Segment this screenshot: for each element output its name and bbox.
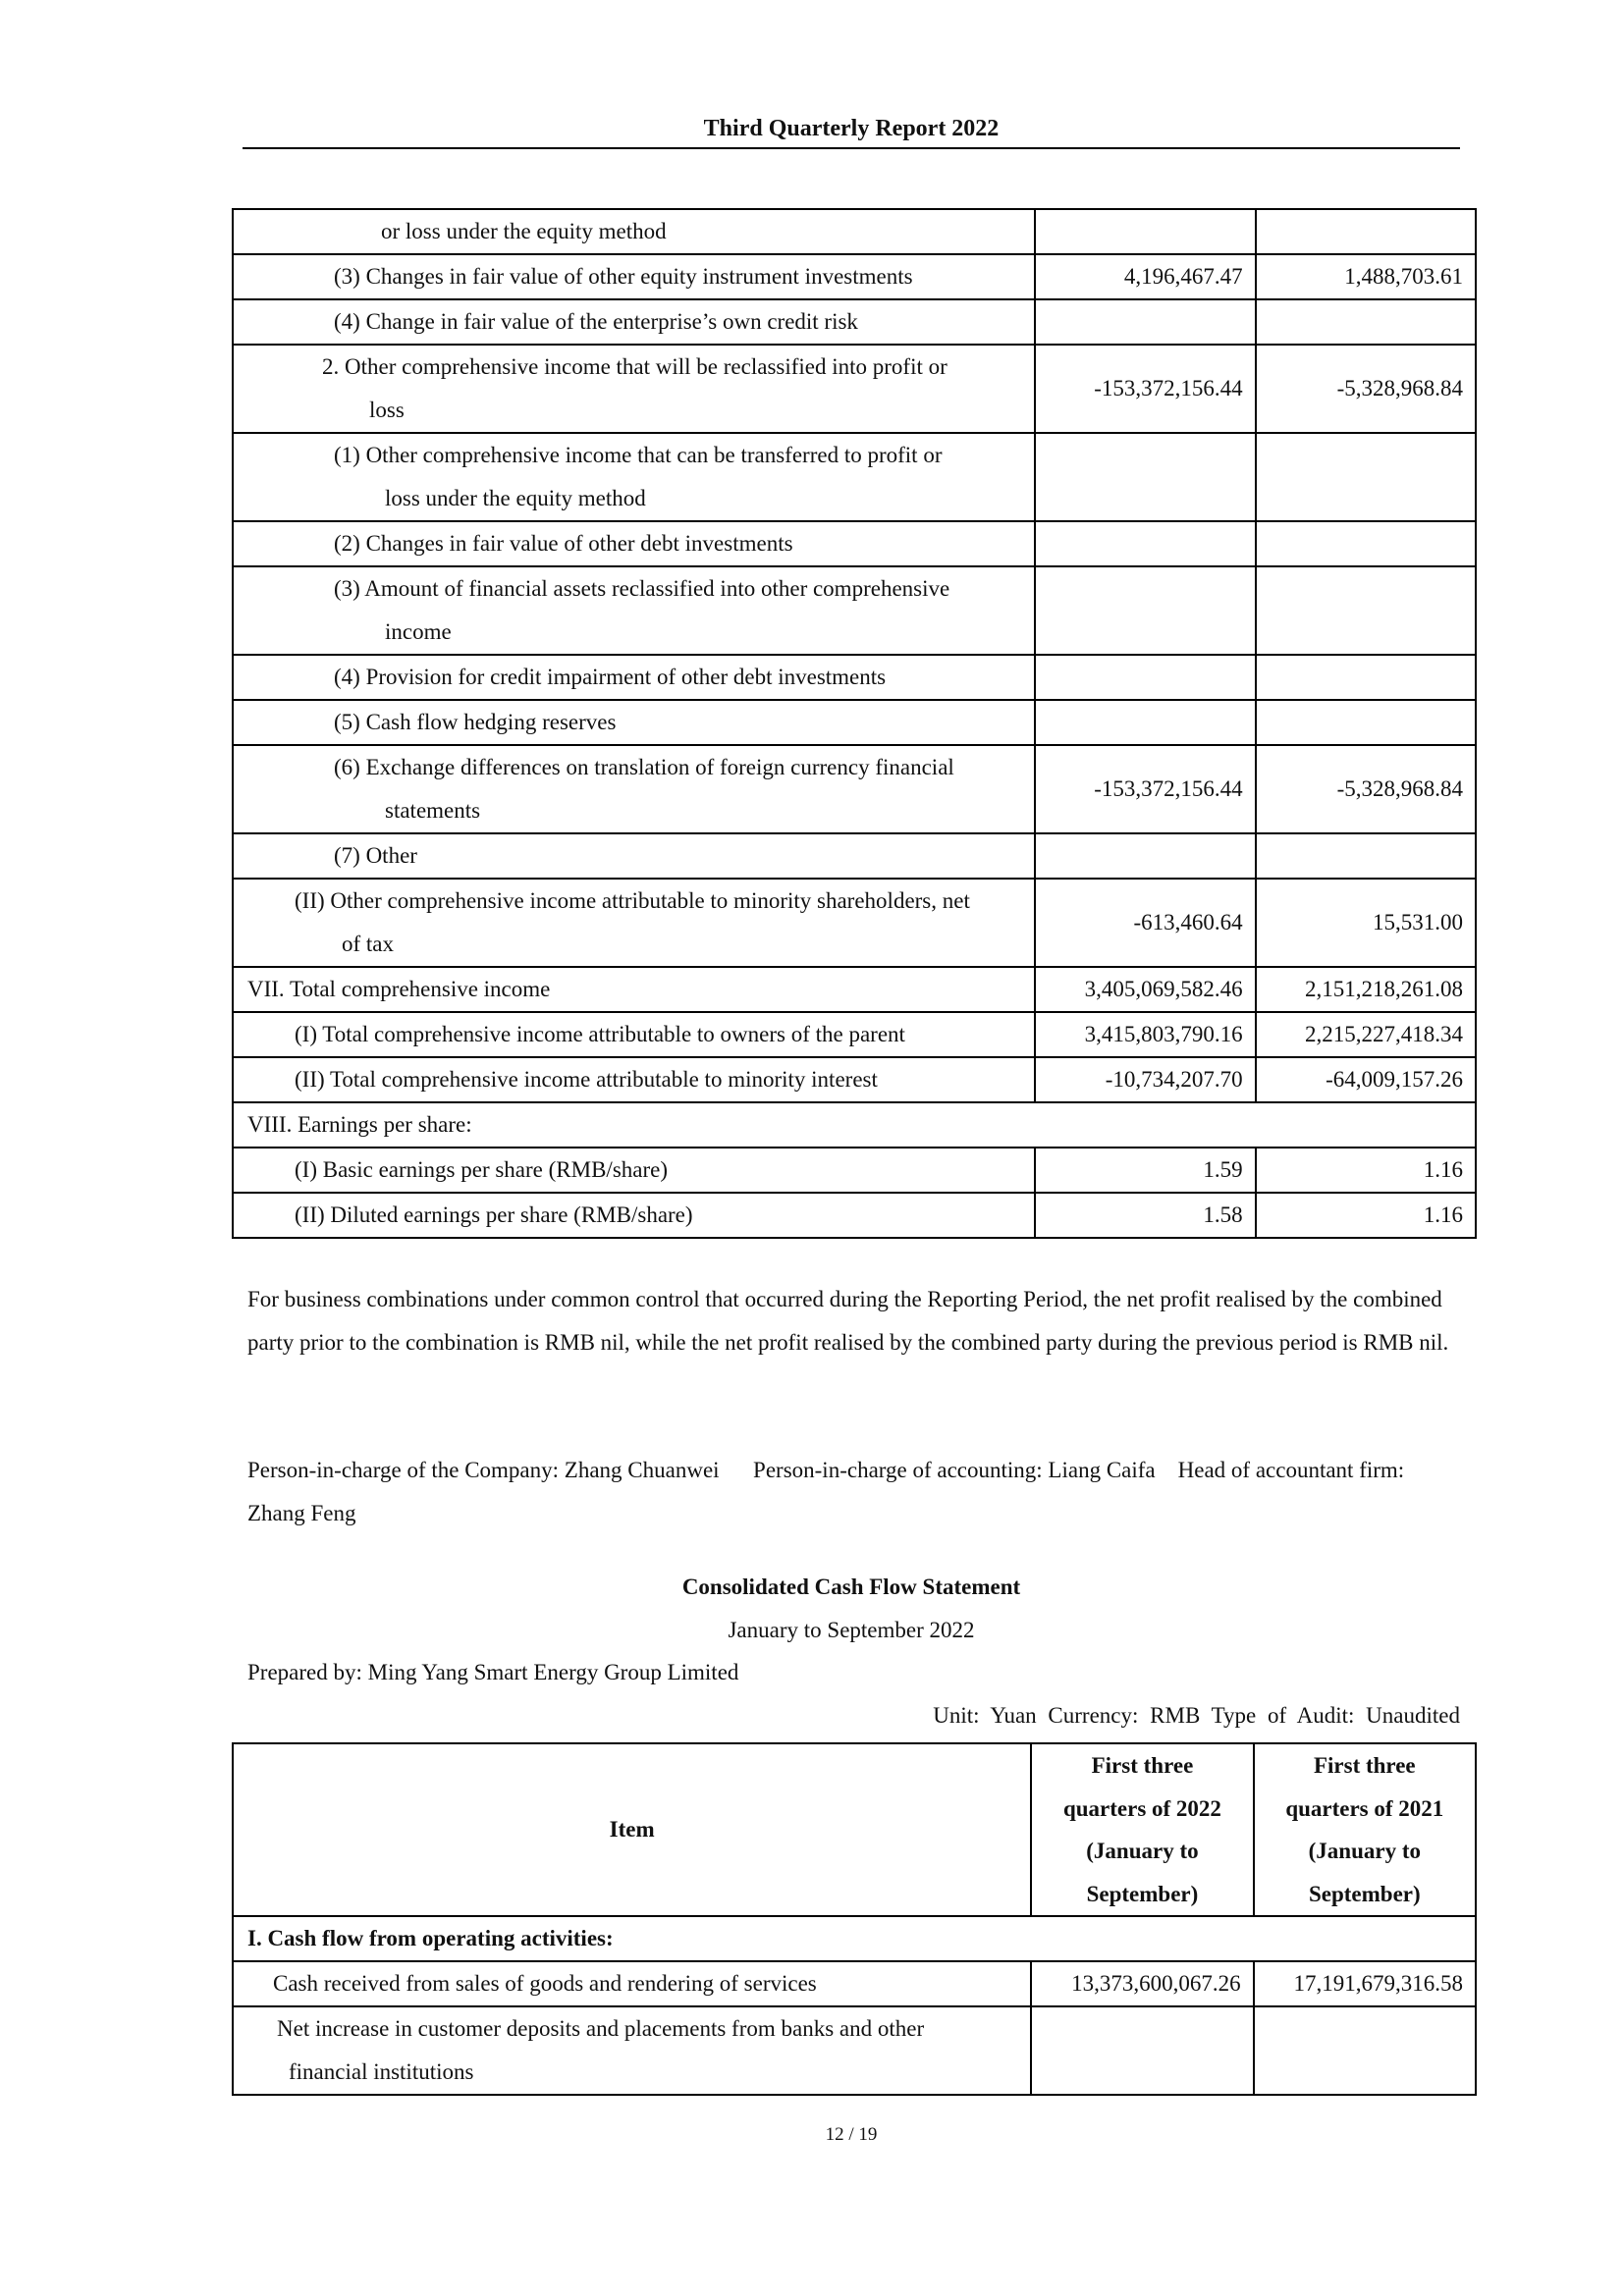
value-2022 bbox=[1035, 299, 1255, 345]
row-label: (2) Changes in fair value of other debt investments bbox=[233, 521, 1035, 566]
header-2021 bbox=[1254, 1743, 1476, 1916]
header-2022 bbox=[1031, 1743, 1253, 1916]
row-label-line-2: loss under the equity method bbox=[385, 486, 646, 510]
header-2022-line-4: September) bbox=[1086, 1881, 1199, 1906]
row-label-line-1: (6) Exchange differences on translation of foreign currency financial bbox=[334, 755, 954, 779]
value-2022: 13,373,600,067.26 bbox=[1031, 1961, 1253, 2006]
value-2021 bbox=[1256, 700, 1476, 745]
table-row bbox=[233, 299, 1476, 345]
value-2021: 1.16 bbox=[1256, 1193, 1476, 1238]
row-label bbox=[233, 879, 1035, 967]
cash-flow-table bbox=[232, 1742, 1477, 2096]
value-2022: -10,734,207.70 bbox=[1035, 1057, 1255, 1102]
value-2021: 1,488,703.61 bbox=[1256, 254, 1476, 299]
value-2022 bbox=[1035, 521, 1255, 566]
row-label bbox=[233, 345, 1035, 433]
value-2021: -64,009,157.26 bbox=[1256, 1057, 1476, 1102]
row-label: or loss under the equity method bbox=[233, 209, 1035, 254]
value-2022: 1.59 bbox=[1035, 1148, 1255, 1193]
value-2022 bbox=[1035, 209, 1255, 254]
row-label: (5) Cash flow hedging reserves bbox=[233, 700, 1035, 745]
row-label: Cash received from sales of goods and rendering of services bbox=[233, 1961, 1031, 2006]
header-2021-line-1: First three bbox=[1313, 1753, 1416, 1778]
table-row bbox=[233, 433, 1476, 521]
value-2021 bbox=[1256, 521, 1476, 566]
table-row bbox=[233, 1961, 1476, 2006]
table-row bbox=[233, 745, 1476, 833]
value-2021 bbox=[1254, 2006, 1476, 2095]
row-label-line-1: Net increase in customer deposits and placements from banks and other bbox=[277, 2016, 925, 2041]
value-2022: 3,405,069,582.46 bbox=[1035, 967, 1255, 1012]
row-label-line-1: (3) Amount of financial assets reclassified into other comprehensive bbox=[334, 576, 950, 601]
value-2021 bbox=[1256, 433, 1476, 521]
header-item: Item bbox=[233, 1743, 1031, 1916]
row-label-line-1: (1) Other comprehensive income that can be transferred to profit or bbox=[334, 443, 943, 467]
row-label: VII. Total comprehensive income bbox=[233, 967, 1035, 1012]
value-2022: 3,415,803,790.16 bbox=[1035, 1012, 1255, 1057]
row-label bbox=[233, 433, 1035, 521]
header-2021-line-2: quarters of 2021 bbox=[1285, 1795, 1444, 1821]
row-label: (II) Total comprehensive income attributable to minority interest bbox=[233, 1057, 1035, 1102]
signatories: Person-in-charge of the Company: Zhang Chuanwei Person-in-charge of accounting: Liang Caifa Head of accountant firm: Zhang Feng bbox=[247, 1458, 1410, 1525]
value-2021: 15,531.00 bbox=[1256, 879, 1476, 967]
value-2021 bbox=[1256, 566, 1476, 655]
value-2021: 2,215,227,418.34 bbox=[1256, 1012, 1476, 1057]
table-row bbox=[233, 1057, 1476, 1102]
table-row bbox=[233, 2006, 1476, 2095]
prepared-by: Prepared by: Ming Yang Smart Energy Group Limited bbox=[247, 1660, 739, 1684]
value-2021 bbox=[1256, 299, 1476, 345]
table-row bbox=[233, 967, 1476, 1012]
value-2021: -5,328,968.84 bbox=[1256, 745, 1476, 833]
value-2021: 1.16 bbox=[1256, 1148, 1476, 1193]
header-2021-line-3: (January to bbox=[1308, 1839, 1421, 1863]
comprehensive-income-table bbox=[232, 208, 1477, 1239]
report-header-title: Third Quarterly Report 2022 bbox=[703, 116, 1000, 141]
unit-currency-audit: Unit: Yuan Currency: RMB Type of Audit: Unaudited bbox=[933, 1703, 1460, 1728]
table-header-row bbox=[233, 1743, 1476, 1916]
row-label: (II) Diluted earnings per share (RMB/share) bbox=[233, 1193, 1035, 1238]
value-2022 bbox=[1035, 700, 1255, 745]
table-row bbox=[233, 1148, 1476, 1193]
row-label-line-2: financial institutions bbox=[289, 2059, 474, 2084]
table-row bbox=[233, 1916, 1476, 1961]
row-label-line-2: loss bbox=[369, 398, 405, 422]
row-label-line-2: statements bbox=[385, 798, 481, 823]
table-row bbox=[233, 1102, 1476, 1148]
value-2022: -153,372,156.44 bbox=[1035, 345, 1255, 433]
table-row bbox=[233, 566, 1476, 655]
table-row bbox=[233, 879, 1476, 967]
row-label: (4) Change in fair value of the enterprise’s own credit risk bbox=[233, 299, 1035, 345]
value-2022: -613,460.64 bbox=[1035, 879, 1255, 967]
value-2022: -153,372,156.44 bbox=[1035, 745, 1255, 833]
row-label-line-1: (II) Other comprehensive income attributable to minority shareholders, net bbox=[295, 888, 970, 913]
value-2021: -5,328,968.84 bbox=[1256, 345, 1476, 433]
combination-note: For business combinations under common control that occurred during the Reporting Period, the net profit realised by the combined party prior to the combination is RMB nil, while the net profit realised by the combined party during the previous period is RMB nil. bbox=[247, 1287, 1449, 1355]
value-2022 bbox=[1035, 566, 1255, 655]
row-label bbox=[233, 745, 1035, 833]
table-row bbox=[233, 655, 1476, 700]
cashflow-title: Consolidated Cash Flow Statement bbox=[681, 1575, 1021, 1599]
row-label: (I) Total comprehensive income attributable to owners of the parent bbox=[233, 1012, 1035, 1057]
table-row bbox=[233, 1012, 1476, 1057]
row-label-line-1: 2. Other comprehensive income that will be reclassified into profit or bbox=[322, 354, 947, 379]
value-2021 bbox=[1256, 833, 1476, 879]
row-label: (4) Provision for credit impairment of other debt investments bbox=[233, 655, 1035, 700]
row-label-line-2: of tax bbox=[342, 932, 395, 956]
value-2021: 17,191,679,316.58 bbox=[1254, 1961, 1476, 2006]
row-label: VIII. Earnings per share: bbox=[233, 1102, 1476, 1148]
value-2022 bbox=[1035, 433, 1255, 521]
table-row bbox=[233, 521, 1476, 566]
header-2022-line-2: quarters of 2022 bbox=[1062, 1795, 1221, 1821]
value-2021 bbox=[1256, 209, 1476, 254]
table-row bbox=[233, 1193, 1476, 1238]
table-row bbox=[233, 700, 1476, 745]
row-label-line-2: income bbox=[385, 619, 452, 644]
value-2022: 1.58 bbox=[1035, 1193, 1255, 1238]
row-label bbox=[233, 2006, 1031, 2095]
row-label: (3) Changes in fair value of other equity instrument investments bbox=[233, 254, 1035, 299]
value-2022 bbox=[1035, 655, 1255, 700]
header-2022-line-3: (January to bbox=[1086, 1839, 1199, 1863]
value-2021: 2,151,218,261.08 bbox=[1256, 967, 1476, 1012]
value-2021 bbox=[1256, 655, 1476, 700]
page-number: 12 / 19 bbox=[825, 2124, 878, 2145]
row-label: (7) Other bbox=[233, 833, 1035, 879]
value-2022 bbox=[1031, 2006, 1253, 2095]
row-label bbox=[233, 566, 1035, 655]
row-label: (I) Basic earnings per share (RMB/share) bbox=[233, 1148, 1035, 1193]
value-2022: 4,196,467.47 bbox=[1035, 254, 1255, 299]
table-row bbox=[233, 209, 1476, 254]
cashflow-period: January to September 2022 bbox=[728, 1618, 975, 1642]
section-operating-activities: I. Cash flow from operating activities: bbox=[233, 1916, 1476, 1961]
header-rule bbox=[243, 147, 1460, 149]
header-2021-line-4: September) bbox=[1308, 1881, 1421, 1906]
table-row bbox=[233, 345, 1476, 433]
table-row bbox=[233, 833, 1476, 879]
table-row bbox=[233, 254, 1476, 299]
value-2022 bbox=[1035, 833, 1255, 879]
header-2022-line-1: First three bbox=[1091, 1753, 1194, 1778]
